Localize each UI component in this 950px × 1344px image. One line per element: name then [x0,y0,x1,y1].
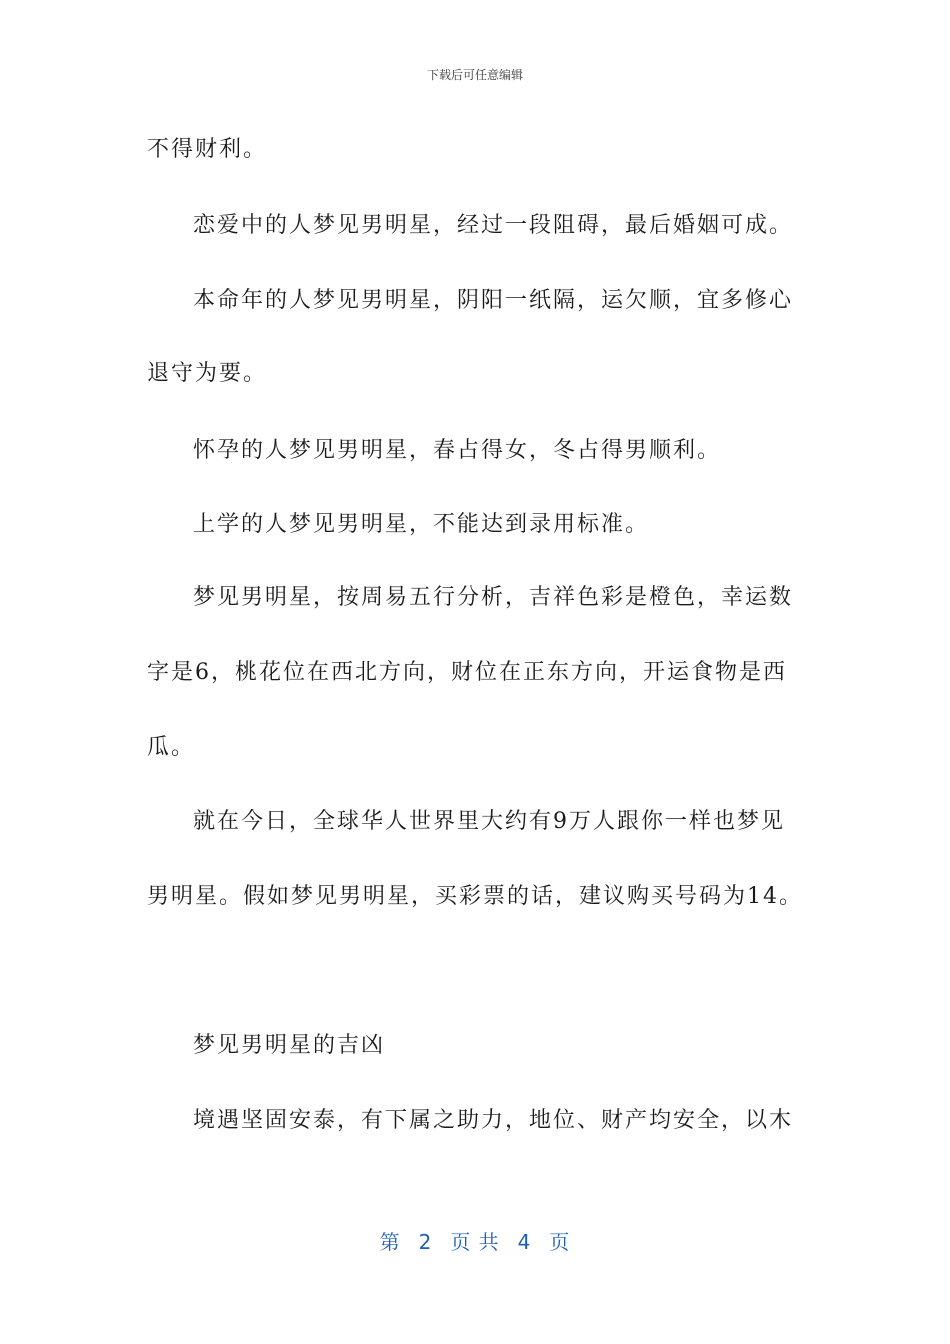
text-line: 退守为要。 [147,361,268,386]
text-line: 梦见男明星，按周易五行分析，吉祥色彩是橙色，幸运数 [193,585,794,610]
page-footer [0,1226,950,1255]
text-line: 怀孕的人梦见男明星，春占得女，冬占得男顺利。 [193,438,722,463]
text-line: 字是6，桃花位在西北方向，财位在正东方向，开运食物是西 [147,660,787,685]
footer-ye-gong: 页 共 [450,1230,500,1254]
section-heading: 梦见男明星的吉凶 [193,1033,386,1058]
page-header-note: 下载后可任意编辑 [426,68,523,82]
footer-total-pages: 4 [517,1230,532,1254]
footer-ye: 页 [549,1230,571,1254]
text-line: 上学的人梦见男明星，不能达到录用标准。 [193,512,650,537]
text-line: 恋爱中的人梦见男明星，经过一段阻碍，最后婚姻可成。 [193,213,794,238]
text-line: 境遇坚固安泰，有下属之助力，地位、财产均安全，以木 [193,1108,794,1133]
text-line: 男明星。假如梦见男明星，买彩票的话，建议购买号码为14。 [147,884,803,909]
text-line: 就在今日，全球华人世界里大约有9万人跟你一样也梦见 [193,809,785,834]
text-line: 本命年的人梦见男明星，阴阳一纸隔，运欠顺，宜多修心 [193,288,794,313]
footer-di: 第 [379,1230,401,1254]
text-line: 瓜。 [147,735,196,760]
footer-page-number: 2 [418,1230,433,1254]
text-line: 不得财利。 [147,137,268,162]
